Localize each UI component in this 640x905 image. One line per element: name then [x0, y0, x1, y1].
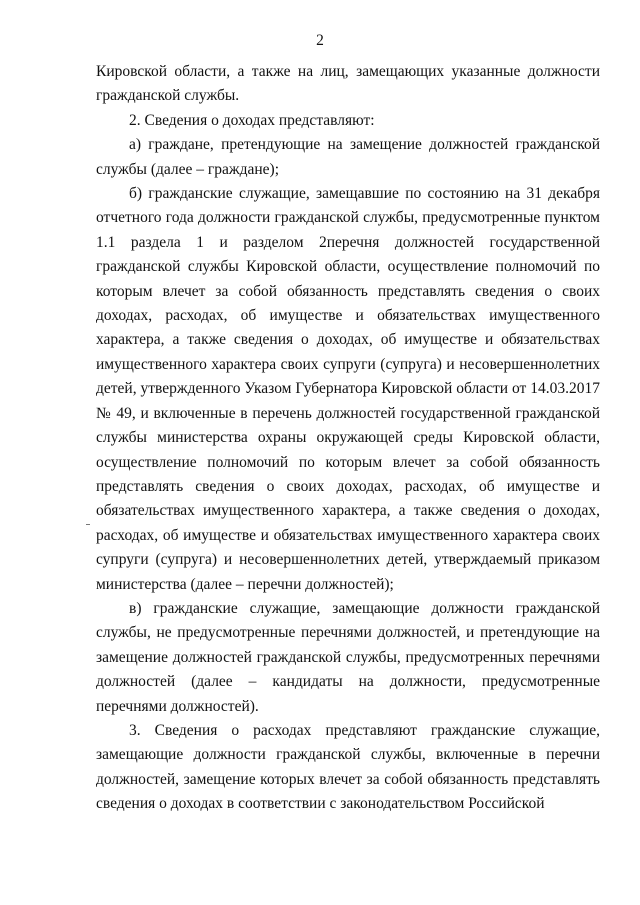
paragraph-item-v: в) гражданские служащие, замещающие должности гражданской службы, не предусмотренные перечнями должностей, и претендующие на замещение должностей гражданской службы, предусмотренных перечнями должностей (далее – кандидаты на должности, предусмотренные перечнями должностей).	[96, 599, 600, 715]
scan-artifact	[86, 524, 90, 525]
paragraph-section-2-heading: 2. Сведения о доходах представляют:	[129, 111, 375, 129]
paragraph-section-3: 3. Сведения о расходах представляют гражданские служащие, замещающие должности гражданской службы, включенные в перечни должностей, замещение которых влечет за собой обязанность представлять сведения о доходах в соответствии с законодательством Российской	[96, 721, 600, 813]
paragraph-item-b: б) гражданские служащие, замещавшие по состоянию на 31 декабря отчетного года должности гражданской службы, предусмотренные пунктом 1.1 раздела 1 и разделом 2перечня должностей государственной гражданской службы Кировской области, осуществление полномочий по которым влечет за собой обязанность представлять сведения о своих доходах, расходах, об имуществе и обязательствах имущественного характера, а также сведения о доходах, об имуществе и обязательствах имущественного характера своих супруги (супруга) и несовершеннолетних детей, утвержденного Указом Губернатора Кировской области от 14.03.2017 № 49, и включенные в перечень должностей государственной гражданской службы министерства охраны окружающей среды Кировской области, осуществление полномочий по которым влечет за собой обязанность представлять сведения о своих доходах, расходах, об имуществе и обязательствах имущественного характера, а также сведения о доходах, расходах, об имуществе и обязательствах имущественного характера своих супруги (супруга) и несовершеннолетних детей, утверждаемый приказом министерства (далее – перечни должностей);	[96, 185, 600, 593]
paragraph-item-a: а) граждане, претендующие на замещение должностей гражданской службы (далее – граждане);	[96, 136, 600, 178]
paragraph-continuation: Кировской области, а также на лиц, замещающих указанные должности гражданской службы.	[96, 63, 600, 105]
document-body	[96, 60, 600, 817]
page-number: 2	[316, 32, 324, 49]
